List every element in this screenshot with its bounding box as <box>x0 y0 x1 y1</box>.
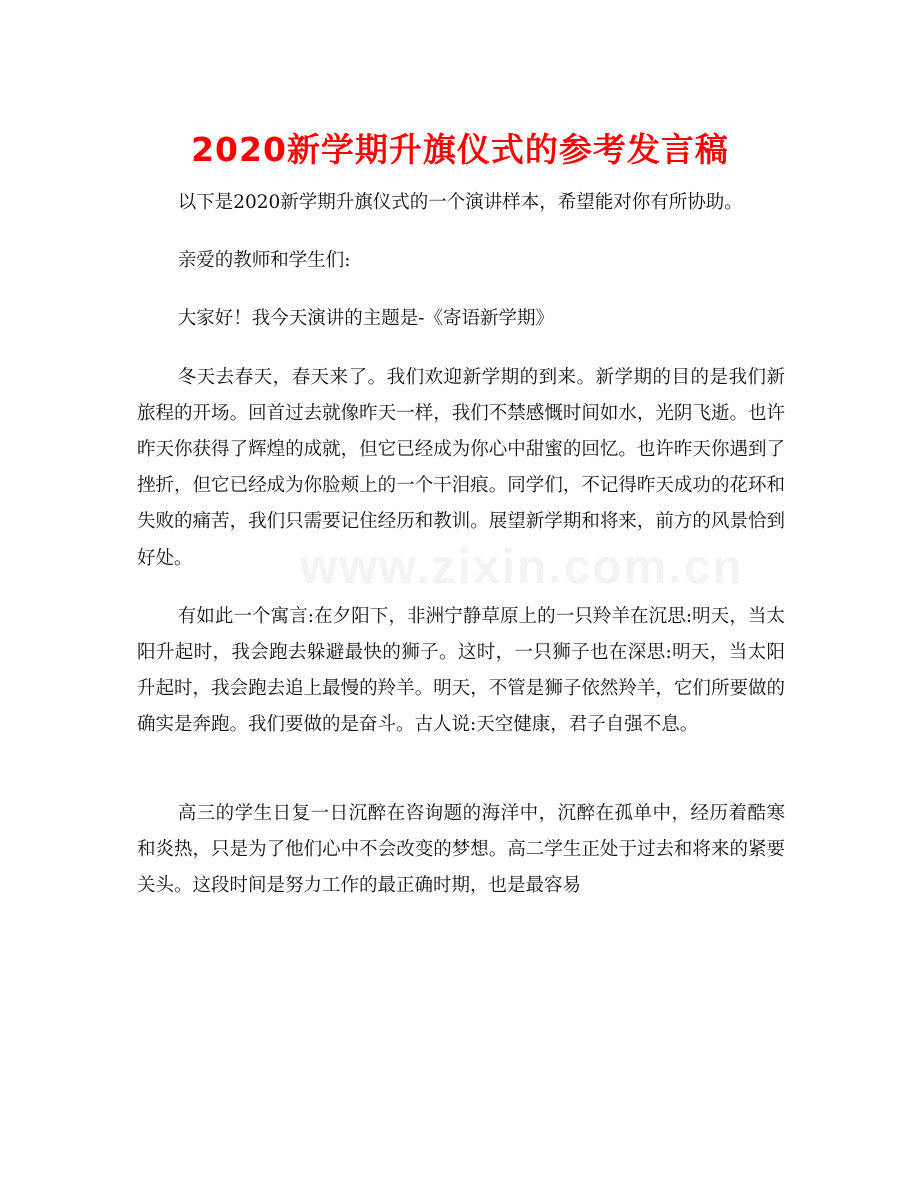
paragraph-greeting-salutation: 亲爱的教师和学生们: <box>177 250 351 272</box>
paragraph-spring: 冬天去春天，春天来了。我们欢迎新学期的到来。新学期的目的是我们新旅程的开场。回首过去就像昨天一样，我们不禁感慨时间如水，光阴飞逝。也许昨天你获得了辉煌的成就，但它已经成为你心中甜蜜的回忆。也许昨天你遇到了挫折，但它已经成为你脸颊上的一个干泪痕。同学们，不记得昨天成功的花环和失败的痛苦，我们只需要记住经历和教训。展望新学期和将来，前方的风景恰到好处。 <box>137 366 785 569</box>
paragraph-greeting-topic: 大家好！我今天演讲的主题是-《寄语新学期》 <box>177 308 554 330</box>
paragraph-fable: 有如此一个寓言:在夕阳下，非洲宁静草原上的一只羚羊在沉思:明天，当太阳升起时，我会跑去躲避最快的狮子。这时，一只狮子也在深思:明天，当太阳升起时，我会跑去追上最慢的羚羊。明天，不管是狮子依然羚羊，它们所要做的确实是奔跑。我们要做的是奋斗。古人说:天空健康，君子自强不息。 <box>137 605 785 736</box>
document-title: 2020新学期升旗仪式的参考发言稿 <box>191 130 729 169</box>
document-body <box>137 185 785 904</box>
paragraph-intro: 以下是2020新学期升旗仪式的一个演讲样本，希望能对你有所协助。 <box>177 192 743 213</box>
paragraph-students: 高三的学生日复一日沉醉在咨询题的海洋中，沉醉在孤单中，经历着酷寒和炎热，只是为了他们心中不会改变的梦想。高二学生正处于过去和将来的紧要关头。这段时间是努力工作的最正确时期，也是最容易 <box>137 802 785 897</box>
watermark: www.zixin.com.cn <box>300 541 744 594</box>
